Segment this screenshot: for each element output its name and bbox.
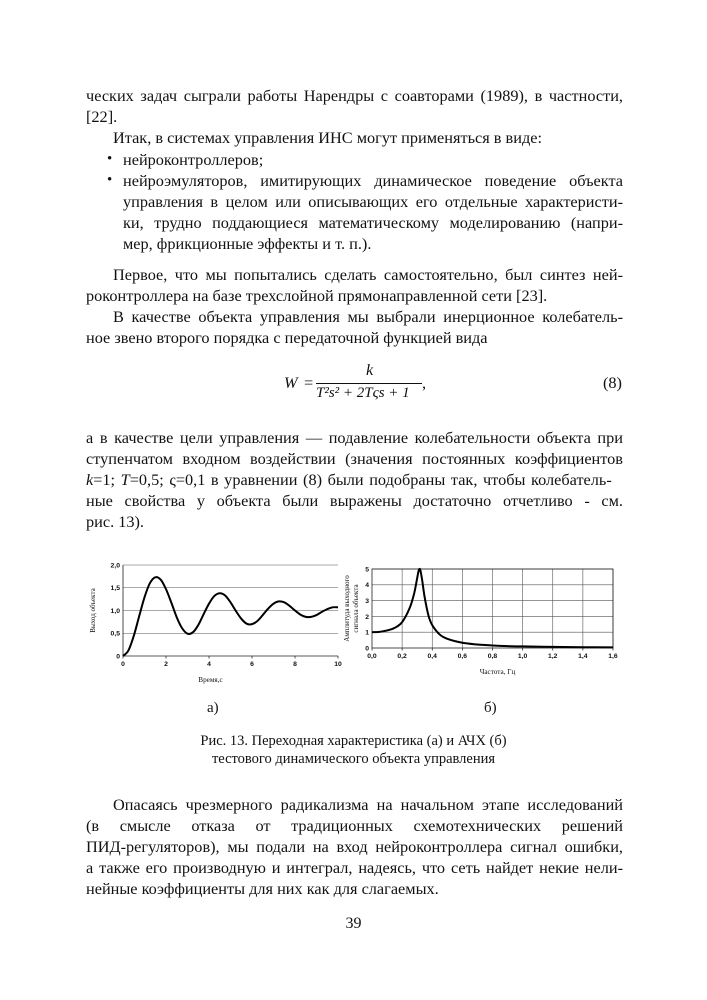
figure-caption: тестового динамического объекта управления — [211, 751, 496, 767]
text-fragment: =1; — [93, 470, 121, 489]
subfigure-label-b: б) — [484, 700, 497, 716]
chart-step-response — [80, 553, 350, 693]
text-line: рис. 13). — [86, 512, 144, 531]
x-tick-label: 6 — [250, 661, 254, 668]
text-line: нейные коэффициенты для них как для слагаемых. — [86, 879, 439, 898]
y-tick-label: 4 — [365, 582, 369, 590]
bullet-icon: • — [107, 172, 113, 188]
bullet-item: управления в целом или описывающих его отдельные характеристи- — [123, 192, 623, 211]
text-line: Опасаясь чрезмерного радикализма на начальном этапе исследований — [113, 795, 623, 814]
fraction-bar — [316, 383, 422, 384]
text-line: (в смысле отказа от традиционных схемотехнических решений — [86, 816, 623, 835]
page-number: 39 — [345, 915, 362, 932]
text-line: ступенчатом входном воздействии (значения постоянных коэффициентов — [86, 449, 623, 468]
x-tick-label: 0,8 — [487, 653, 498, 660]
coef-zeta: ς — [169, 470, 176, 489]
x-tick-label: 0,4 — [427, 653, 437, 660]
text-line: ческих задач сыграли работы Нарендры с соавторами (1989), в частности, — [86, 86, 623, 105]
bullet-item: нейроконтроллеров; — [123, 150, 264, 169]
y-tick-label: 0 — [116, 653, 120, 661]
y-tick-label: 0,5 — [110, 630, 120, 638]
coef-T: T — [120, 470, 130, 489]
y-tick-label: 2 — [365, 613, 369, 621]
bullet-item: ки, трудно поддающиеся математическому моделированию (напри- — [123, 213, 623, 232]
x-tick-label: 10 — [334, 661, 342, 668]
y-axis-label: Выход объекта — [89, 588, 97, 633]
subfigure-label-a: а) — [207, 700, 219, 716]
y-tick-label: 0 — [365, 645, 369, 653]
formula-lhs: W — [284, 373, 298, 392]
formula-numerator: k — [366, 360, 374, 379]
formula — [282, 360, 432, 410]
text-line: ное звено второго порядка с передаточной функцией вида — [86, 328, 488, 347]
x-tick-label: 2 — [164, 661, 168, 668]
x-tick-label: 0 — [121, 661, 125, 668]
text-line: ПИД-регуляторов), мы подали на вход нейроконтроллера сигнал ошибки, — [86, 837, 623, 856]
y-tick-label: 2,0 — [110, 562, 120, 570]
text-line: а в качестве цели управления — подавление колебательности объекта при — [86, 428, 623, 447]
text-fragment: =0,5; — [129, 470, 170, 489]
bullet-icon: • — [107, 151, 113, 167]
text-line: роконтроллера на базе трехслойной прямонаправленной сети [23]. — [86, 286, 548, 305]
series-line — [123, 577, 338, 656]
text-line: ные свойства у объекта были выражены достаточно отчетливо - см. — [86, 491, 623, 510]
x-axis-label: Частота, Гц — [479, 668, 516, 676]
y-tick-label: 1,0 — [110, 607, 120, 615]
coef-k: k — [86, 470, 94, 489]
x-tick-label: 1,4 — [578, 653, 588, 660]
x-axis-label: Время,с — [198, 676, 223, 684]
x-tick-label: 1,0 — [517, 653, 528, 660]
x-tick-label: 1,6 — [608, 653, 618, 660]
text-line: [22]. — [86, 107, 118, 126]
x-tick-label: 0,0 — [367, 653, 377, 660]
formula-equals: = — [304, 373, 314, 392]
text-line: а также его производную и интеграл, надеясь, что сеть найдет некие нели- — [86, 858, 623, 877]
x-tick-label: 0,6 — [457, 653, 468, 660]
y-axis-label: сигнала объекта — [352, 584, 360, 633]
x-tick-label: 8 — [293, 661, 297, 668]
text-line: В качестве объекта управления мы выбрали инерционное колебатель- — [113, 307, 623, 326]
bullet-item: мер, фрикционные эффекты и т. п.). — [123, 234, 372, 253]
y-tick-label: 1,5 — [110, 585, 120, 593]
formula-denominator: T²s² + 2Tςs + 1 — [316, 385, 410, 401]
y-axis-label: Амплитуда выходного — [343, 575, 351, 642]
y-tick-label: 1 — [365, 629, 369, 637]
x-tick-label: 4 — [207, 661, 211, 668]
x-tick-label: 1,2 — [548, 653, 558, 660]
text-fragment: =0,1 в уравнении (8) были подобраны так, чтобы колебатель- — [175, 470, 612, 489]
text-line: Итак, в системах управления ИНС могут применяться в виде: — [113, 128, 542, 147]
y-tick-label: 3 — [365, 598, 369, 605]
text-line — [86, 469, 623, 491]
chart-frequency-response — [343, 553, 625, 693]
x-tick-label: 0,2 — [397, 653, 407, 660]
bullet-item: нейроэмуляторов, имитирующих динамическое поведение объекта — [123, 171, 623, 190]
formula-comma: , — [422, 373, 427, 392]
y-tick-label: 5 — [365, 566, 369, 574]
text-line: Первое, что мы попытались сделать самостоятельно, был синтез ней- — [113, 265, 623, 284]
equation-number: (8) — [603, 373, 622, 392]
figure-caption: Рис. 13. Переходная характеристика (а) и АЧХ (б) — [200, 733, 507, 749]
